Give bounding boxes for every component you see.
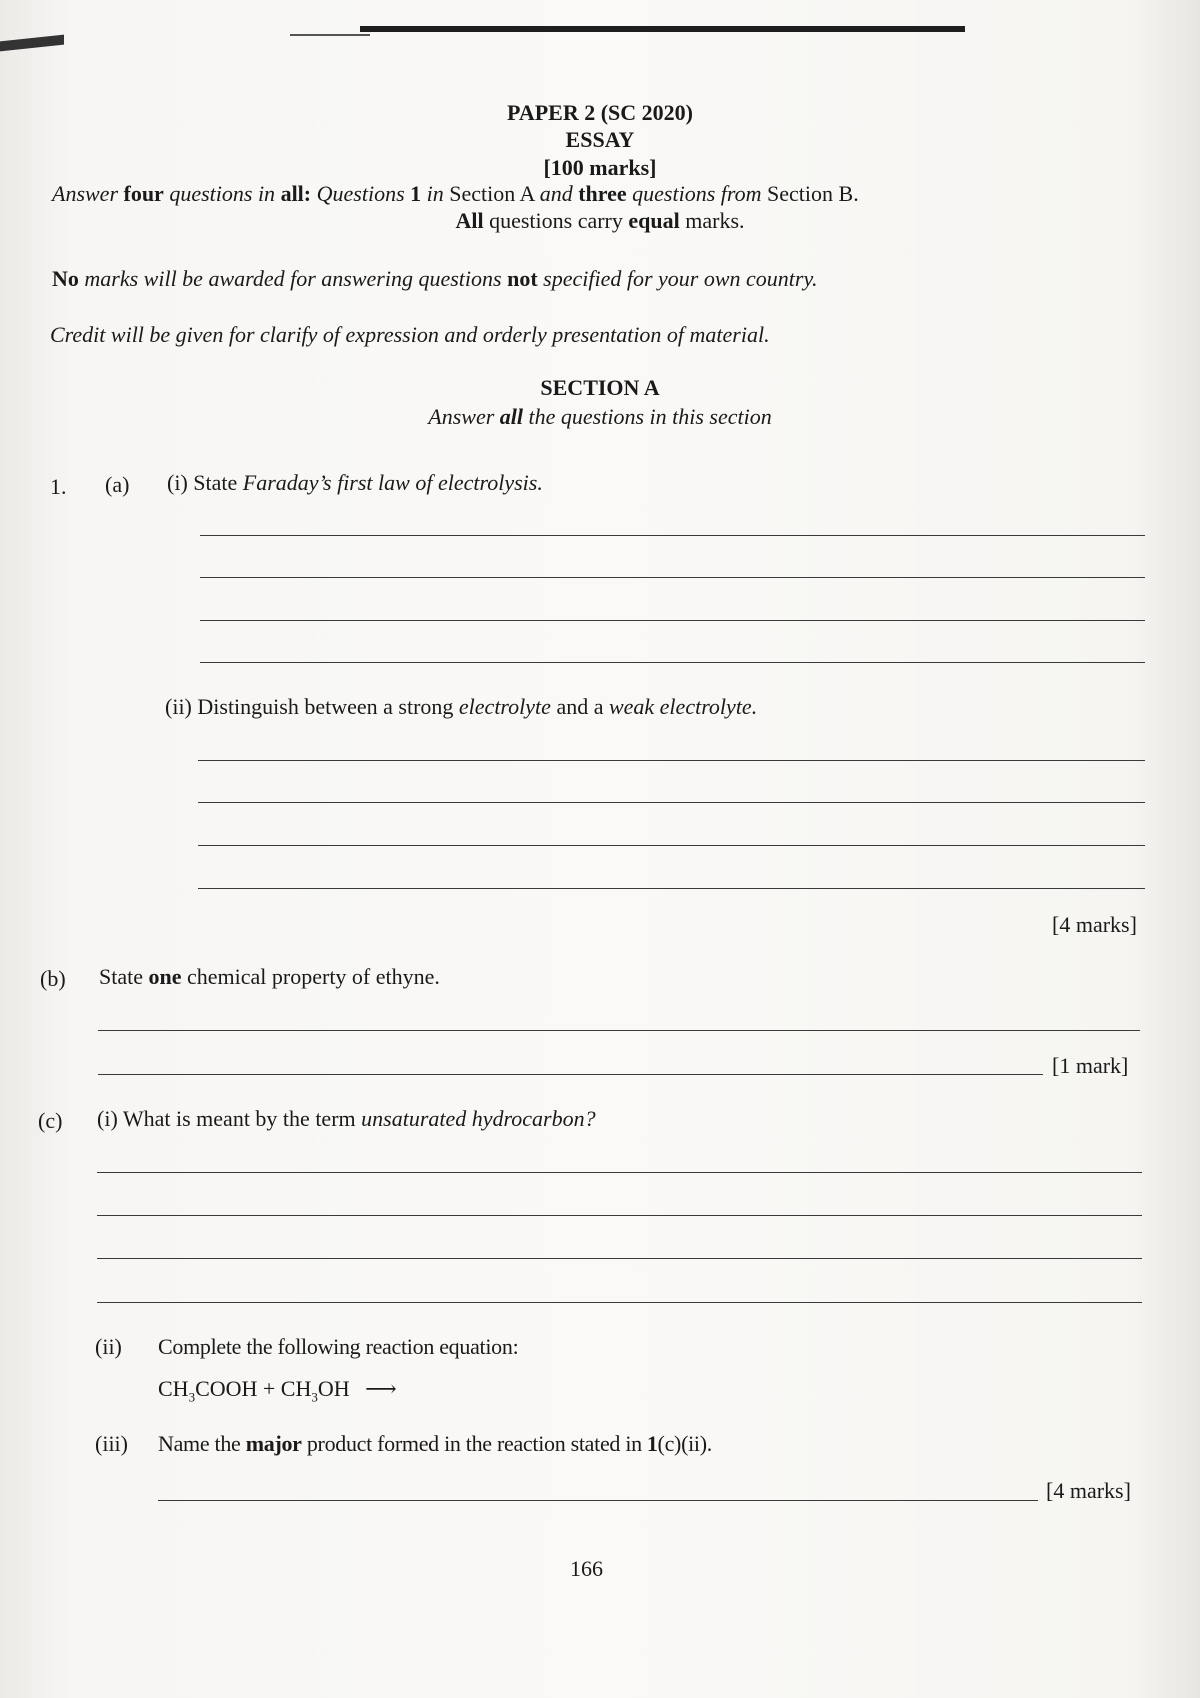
q-text: (i) What is meant by the term <box>97 1106 356 1131</box>
answer-line[interactable] <box>200 620 1145 621</box>
instr-text: Section B. <box>767 181 859 206</box>
reaction-equation <box>158 1376 397 1405</box>
instr-text: in <box>426 181 444 206</box>
q-emph: 1 <box>646 1431 658 1456</box>
q-term: electrolyte <box>458 694 551 719</box>
eq-text: CH <box>158 1376 189 1401</box>
answer-line[interactable] <box>198 760 1145 761</box>
arrow-icon: ⟶ <box>365 1376 397 1401</box>
instr-text: No <box>52 266 79 291</box>
instr-text: four <box>123 181 164 206</box>
paper-marks: [100 marks] <box>543 155 657 180</box>
q-term: unsaturated hydrocarbon? <box>361 1106 596 1131</box>
subtitle-text: Answer <box>428 404 495 429</box>
instr-text: and <box>539 181 573 206</box>
eq-text: OH <box>317 1376 350 1401</box>
answer-line[interactable] <box>200 577 1145 578</box>
instr-text: Answer <box>52 181 118 206</box>
answer-line[interactable] <box>98 1030 1140 1031</box>
question-1c-ii: Complete the following reaction equation: <box>158 1334 519 1359</box>
answer-line[interactable] <box>158 1500 1038 1501</box>
instruction-line-3 <box>52 266 818 292</box>
instruction-line-4: Credit will be given for clarify of expression and orderly presentation of material. <box>50 322 770 347</box>
q-text: and a <box>556 694 604 719</box>
part-c-ii-label: (ii) <box>95 1334 122 1359</box>
instr-text: three <box>578 181 627 206</box>
answer-line[interactable] <box>97 1215 1142 1216</box>
q-emph: one <box>148 964 182 989</box>
answer-line[interactable] <box>98 1074 1043 1075</box>
part-a-label: (a) <box>105 472 130 497</box>
answer-line[interactable] <box>200 662 1145 663</box>
question-1c-i <box>97 1106 596 1132</box>
instr-text: questions carry <box>489 208 623 233</box>
instr-text: All <box>455 208 484 233</box>
section-subtitle <box>0 404 1200 430</box>
q-text: (ii) Distinguish between a strong <box>165 694 454 719</box>
instr-text: specified for your own country. <box>543 266 818 291</box>
marks-label: [4 marks] <box>1046 1478 1131 1503</box>
answer-line[interactable] <box>198 888 1145 889</box>
q-emph: major <box>245 1431 302 1456</box>
part-b-label: (b) <box>40 966 66 991</box>
question-1b <box>99 964 440 990</box>
q-text: State <box>99 964 143 989</box>
q-text: (c)(ii). <box>657 1431 712 1456</box>
part-c-iii-label: (iii) <box>95 1431 128 1456</box>
instr-text: Questions <box>316 181 405 206</box>
paper-type: ESSAY <box>565 127 635 152</box>
page-number: 166 <box>570 1556 603 1581</box>
instruction-line-1 <box>52 181 1152 207</box>
instr-text: Section A <box>449 181 535 206</box>
instr-text: marks. <box>685 208 745 233</box>
instr-text: 1 <box>410 181 422 206</box>
answer-line[interactable] <box>198 802 1145 803</box>
scan-edge-top-thin <box>290 34 370 36</box>
instr-text: questions in <box>169 181 276 206</box>
q-text: product formed in the reaction stated in <box>306 1431 642 1456</box>
subtitle-text: the questions in this section <box>528 404 772 429</box>
marks-label: [1 mark] <box>1052 1053 1129 1078</box>
q-term: weak electrolyte. <box>608 694 758 719</box>
instr-text: not <box>507 266 538 291</box>
instruction-line-2 <box>0 208 1200 234</box>
instr-text: marks will be awarded for answering questions <box>84 266 502 291</box>
scan-edge-top <box>360 26 965 32</box>
instr-text: all: <box>280 181 312 206</box>
answer-line[interactable] <box>97 1302 1142 1303</box>
question-1a-ii <box>165 694 757 720</box>
scan-corner <box>0 35 64 52</box>
q-text: (i) State <box>167 470 238 495</box>
marks-label: [4 marks] <box>1052 912 1137 937</box>
paper-title: PAPER 2 (SC 2020) <box>507 100 693 125</box>
part-c-label: (c) <box>38 1108 63 1133</box>
question-1c-iii <box>158 1431 712 1457</box>
eq-sub: 3 <box>188 1389 196 1405</box>
answer-line[interactable] <box>97 1172 1142 1173</box>
q-term: Faraday’s first law of electrolysis. <box>242 470 543 495</box>
answer-line[interactable] <box>200 535 1145 536</box>
instr-text: questions from <box>632 181 762 206</box>
eq-sub: 3 <box>311 1389 318 1405</box>
subtitle-text: all <box>499 404 524 429</box>
instr-text: equal <box>628 208 680 233</box>
q-text: Name the <box>158 1431 241 1456</box>
question-number: 1. <box>50 474 67 499</box>
section-title: SECTION A <box>540 375 660 400</box>
question-1a-i <box>167 470 543 496</box>
eq-text: COOH + CH <box>195 1376 312 1401</box>
q-text: chemical property of ethyne. <box>187 964 440 989</box>
answer-line[interactable] <box>198 845 1145 846</box>
answer-line[interactable] <box>97 1258 1142 1259</box>
